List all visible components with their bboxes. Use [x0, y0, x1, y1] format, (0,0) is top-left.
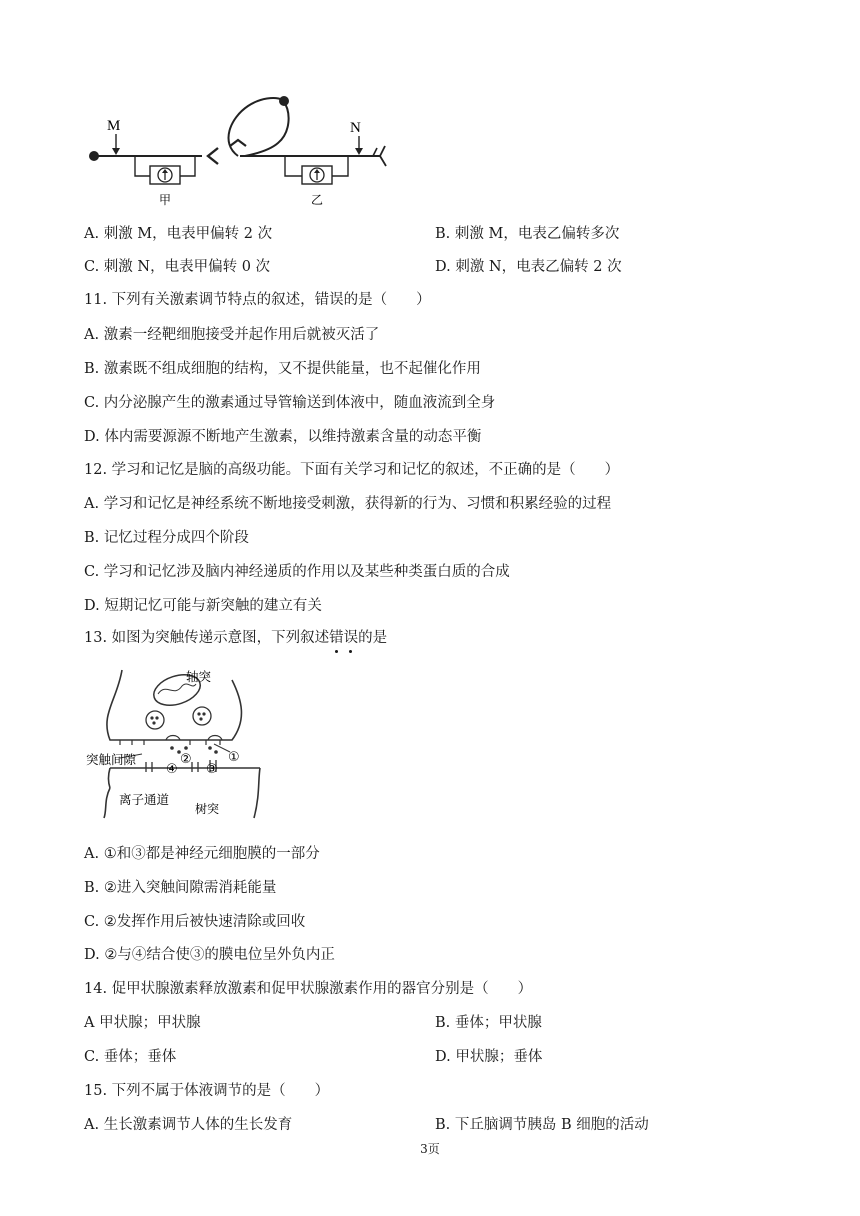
label-circle-4: ④	[166, 762, 178, 777]
q15-option-b: B. 下丘脑调节胰岛 B 细胞的活动	[435, 1117, 649, 1133]
label-circle-3: ③	[206, 762, 218, 777]
q11-option-d: D. 体内需要源源不断地产生激素，以维持激素含量的动态平衡	[84, 429, 482, 445]
q12-option-b: B. 记忆过程分成四个阶段	[84, 530, 249, 546]
q13-stem-emphasis-2: 误	[343, 630, 359, 646]
q12-stem: 12. 学习和记忆是脑的高级功能。下面有关学习和记忆的叙述，不正确的是（ ）	[84, 462, 620, 478]
label-circle-1: ①	[228, 750, 240, 765]
q13-option-b: B. ②进入突触间隙需消耗能量	[84, 880, 277, 896]
label-circle-2: ②	[180, 752, 192, 767]
q10-option-a: A. 刺激 M，电表甲偏转 2 次	[84, 226, 273, 242]
q12-option-c: C. 学习和记忆涉及脑内神经递质的作用以及某些种类蛋白质的合成	[84, 564, 510, 580]
page-number: 3页	[420, 1142, 440, 1156]
label-dendrite: 树突	[195, 802, 220, 816]
q11-stem: 11. 下列有关激素调节特点的叙述，错误的是（ ）	[84, 292, 431, 308]
synaptic-vesicle	[146, 711, 164, 729]
q13-option-a: A. ①和③都是神经元细胞膜的一部分	[84, 846, 320, 862]
q15-stem: 15. 下列不属于体液调节的是（ ）	[84, 1083, 330, 1099]
q11-option-a: A. 激素一经靶细胞接受并起作用后就被灭活了	[84, 327, 380, 343]
q11-option-c: C. 内分泌腺产生的激素通过导管输送到体液中，随血液流到全身	[84, 395, 496, 411]
q10-option-d: D. 刺激 N，电表乙偏转 2 次	[435, 259, 622, 275]
synaptic-vesicle	[193, 707, 211, 725]
q14-option-a: A 甲状腺；甲状腺	[84, 1015, 201, 1031]
q12-option-d: D. 短期记忆可能与新突触的建立有关	[84, 598, 322, 614]
loop-neuron-body	[279, 96, 289, 106]
synapse-diagram	[82, 660, 262, 820]
q13-stem-emphasis-1: 错	[329, 630, 344, 646]
label-jia: 甲	[159, 193, 172, 207]
q11-option-b: B. 激素既不组成细胞的结构，又不提供能量，也不起催化作用	[84, 361, 481, 377]
q12-option-a: A. 学习和记忆是神经系统不断地接受刺激，获得新的行为、习惯和积累经验的过程	[84, 496, 612, 512]
q13-option-d: D. ②与④结合使③的膜电位呈外负内正	[84, 947, 335, 963]
q13-option-c: C. ②发挥作用后被快速清除或回收	[84, 914, 306, 930]
label-n: N	[350, 120, 361, 136]
q10-option-b: B. 刺激 M，电表乙偏转多次	[435, 226, 620, 242]
q14-option-c: C. 垂体；垂体	[84, 1049, 177, 1065]
label-axon: 轴突	[186, 669, 212, 684]
label-ion-channel: 离子通道	[119, 792, 170, 807]
label-yi: 乙	[311, 193, 324, 207]
q14-option-d: D. 甲状腺；垂体	[435, 1049, 543, 1065]
q14-stem: 14. 促甲状腺激素释放激素和促甲状腺激素作用的器官分别是（ ）	[84, 981, 533, 997]
q13-stem-prefix: 13. 如图为突触传递示意图，下列叙述	[84, 630, 330, 646]
q10-option-c: C. 刺激 N，电表甲偏转 0 次	[84, 259, 271, 275]
label-synaptic-cleft: 突触间隙	[86, 752, 137, 767]
q13-stem	[84, 628, 387, 648]
q14-option-b: B. 垂体；甲状腺	[435, 1015, 542, 1031]
nerve-galvanometer-figure	[80, 88, 400, 213]
q15-option-a: A. 生长激素调节人体的生长发育	[84, 1117, 293, 1133]
q13-stem-suffix: 的是	[358, 630, 388, 646]
label-m: M	[107, 118, 121, 134]
